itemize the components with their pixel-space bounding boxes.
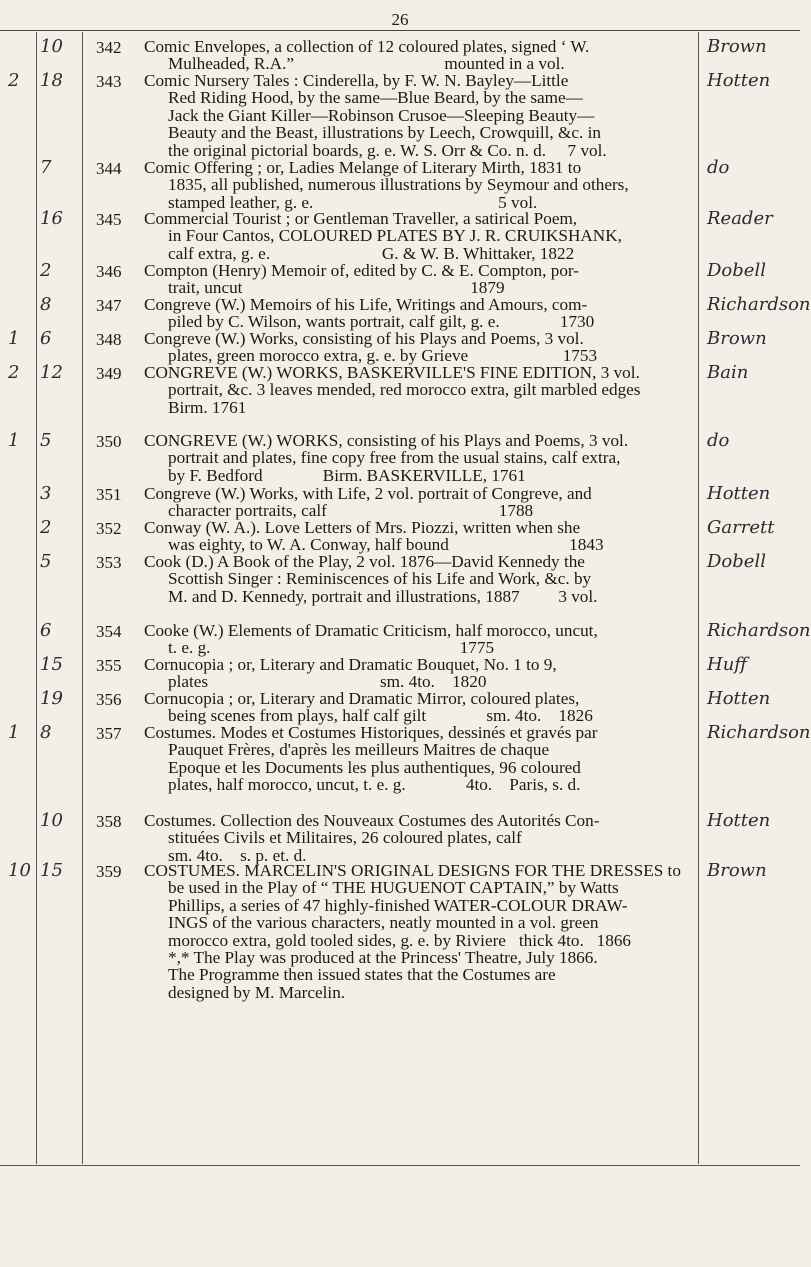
description-line: be used in the Play of “ THE HUGUENOT CAPTAIN,” by Watts bbox=[168, 878, 619, 898]
description-line: piled by C. Wilson, wants portrait, calf gilt, g. e. 1730 bbox=[168, 312, 595, 332]
price-shillings-handwritten: 8 bbox=[40, 294, 52, 315]
buyer-name-handwritten: Huff bbox=[707, 654, 748, 675]
buyer-name-handwritten: Richardson bbox=[707, 294, 811, 315]
description-line: Beauty and the Beast, illustrations by Leech, Crowquill, &c. in bbox=[168, 123, 601, 143]
lot-number: 349 bbox=[96, 364, 122, 383]
buyer-name-handwritten: Brown bbox=[707, 860, 767, 881]
description-line: the original pictorial boards, g. e. W. S. Orr & Co. n. d. 7 vol. bbox=[168, 140, 607, 160]
description-line: Costumes. Modes et Costumes Historiques, dessinés et gravés par bbox=[144, 723, 598, 742]
description-line: Comic Offering ; or, Ladies Melange of Literary Mirth, 1831 to bbox=[144, 158, 582, 177]
description-line: Epoque et les Documents les plus authentiques, 96 coloured bbox=[168, 757, 581, 777]
lot-description bbox=[144, 724, 698, 794]
price-pounds-handwritten: 2 bbox=[8, 362, 20, 383]
price-shillings-handwritten: 15 bbox=[40, 860, 63, 881]
description-line: The Programme then issued states that the Costumes are bbox=[168, 965, 556, 985]
lot-number: 358 bbox=[96, 812, 122, 831]
description-line: designed by M. Marcelin. bbox=[168, 982, 346, 1002]
price-shillings-handwritten: 6 bbox=[40, 620, 52, 641]
column-rule-shillings bbox=[82, 32, 83, 1164]
lot-number: 346 bbox=[96, 262, 122, 281]
description-line: Commercial Tourist ; or Gentleman Traveller, a satirical Poem, bbox=[144, 209, 578, 228]
buyer-name-handwritten: Richardson bbox=[707, 722, 811, 743]
description-line: INGS of the various characters, neatly mounted in a vol. green bbox=[168, 913, 599, 933]
price-shillings-handwritten: 8 bbox=[40, 722, 52, 743]
price-pounds-handwritten: 10 bbox=[8, 860, 31, 881]
description-line: stituées Civils et Militaires, 26 coloured plates, calf bbox=[168, 828, 522, 848]
description-line: Congreve (W.) Memoirs of his Life, Writings and Amours, com- bbox=[144, 295, 588, 314]
description-line: Compton (Henry) Memoir of, edited by C. & E. Compton, por- bbox=[144, 261, 580, 280]
lot-number: 348 bbox=[96, 330, 122, 349]
buyer-name-handwritten: Brown bbox=[707, 328, 767, 349]
bottom-rule bbox=[0, 1165, 800, 1166]
description-line: sm. 4to. s. p. et. d. bbox=[168, 845, 307, 865]
price-shillings-handwritten: 10 bbox=[40, 810, 63, 831]
buyer-name-handwritten: do bbox=[707, 157, 730, 178]
top-rule bbox=[0, 30, 800, 31]
price-shillings-handwritten: 5 bbox=[40, 551, 52, 572]
buyer-name-handwritten: Richardson bbox=[707, 620, 811, 641]
lot-number: 347 bbox=[96, 296, 122, 315]
lot-number: 353 bbox=[96, 553, 122, 572]
description-line: being scenes from plays, half calf gilt sm. 4to. 1826 bbox=[168, 706, 593, 726]
lot-description bbox=[144, 210, 698, 262]
column-rule-pounds bbox=[36, 32, 37, 1164]
price-shillings-handwritten: 2 bbox=[40, 260, 52, 281]
description-line: Cook (D.) A Book of the Play, 2 vol. 1876—David Kennedy the bbox=[144, 552, 585, 571]
description-line: *,* The Play was produced at the Princess' Theatre, July 1866. bbox=[168, 948, 598, 968]
description-line: M. and D. Kennedy, portrait and illustrations, 1887 3 vol. bbox=[168, 586, 598, 606]
lot-description bbox=[144, 330, 698, 365]
price-shillings-handwritten: 3 bbox=[40, 483, 52, 504]
lot-number: 355 bbox=[96, 656, 122, 675]
price-shillings-handwritten: 10 bbox=[40, 36, 63, 57]
description-line: Congreve (W.) Works, consisting of his Plays and Poems, 3 vol. bbox=[144, 329, 584, 348]
description-line: Mulheaded, R.A.” mounted in a vol. bbox=[168, 54, 565, 74]
lot-number: 345 bbox=[96, 210, 122, 229]
price-pounds-handwritten: 1 bbox=[8, 430, 20, 451]
description-line: calf extra, g. e. G. & W. B. Whittaker, 1822 bbox=[168, 243, 575, 263]
description-line: morocco extra, gold tooled sides, g. e. by Riviere thick 4to. 1866 bbox=[168, 930, 632, 950]
price-shillings-handwritten: 5 bbox=[40, 430, 52, 451]
description-line: Red Riding Hood, by the same—Blue Beard, by the same— bbox=[168, 88, 583, 108]
price-shillings-handwritten: 16 bbox=[40, 208, 63, 229]
buyer-name-handwritten: Hotten bbox=[707, 688, 771, 709]
description-line: 1835, all published, numerous illustrations by Seymour and others, bbox=[168, 175, 629, 195]
description-line: Pauquet Frères, d'après les meilleurs Maitres de chaque bbox=[168, 740, 550, 760]
description-line: COSTUMES. MARCELIN'S ORIGINAL DESIGNS FOR THE DRESSES to bbox=[144, 861, 681, 880]
page-number: 26 bbox=[391, 10, 409, 29]
description-line: plates, half morocco, uncut, t. e. g. 4to. Paris, s. d. bbox=[168, 775, 581, 795]
lot-description bbox=[144, 159, 698, 211]
description-line: Jack the Giant Killer—Robinson Crusoe—Sleeping Beauty— bbox=[168, 105, 595, 125]
buyer-name-handwritten: Hotten bbox=[707, 483, 771, 504]
price-shillings-handwritten: 15 bbox=[40, 654, 63, 675]
lot-description bbox=[144, 622, 698, 657]
buyer-name-handwritten: Bain bbox=[707, 362, 749, 383]
lot-number: 354 bbox=[96, 622, 122, 641]
lot-description bbox=[144, 812, 698, 864]
price-shillings-handwritten: 12 bbox=[40, 362, 63, 383]
description-line: Scottish Singer : Reminiscences of his Life and Work, &c. by bbox=[168, 569, 592, 589]
lot-description bbox=[144, 296, 698, 331]
description-line: Cooke (W.) Elements of Dramatic Criticism, half morocco, uncut, bbox=[144, 621, 598, 640]
lot-number: 343 bbox=[96, 72, 122, 91]
price-pounds-handwritten: 2 bbox=[8, 70, 20, 91]
lot-number: 357 bbox=[96, 724, 122, 743]
description-line: t. e. g. 1775 bbox=[168, 638, 495, 658]
description-line: Cornucopia ; or, Literary and Dramatic Bouquet, No. 1 to 9, bbox=[144, 655, 557, 674]
description-line: CONGREVE (W.) WORKS, BASKERVILLE'S FINE EDITION, 3 vol. bbox=[144, 363, 640, 382]
description-line: in Four Cantos, COLOURED PLATES BY J. R. CRUIKSHANK, bbox=[168, 226, 622, 246]
lot-description bbox=[144, 862, 698, 1001]
description-line: was eighty, to W. A. Conway, half bound 1843 bbox=[168, 535, 604, 555]
description-line: Cornucopia ; or, Literary and Dramatic Mirror, coloured plates, bbox=[144, 689, 580, 708]
lot-description bbox=[144, 38, 698, 73]
description-line: Comic Nursery Tales : Cinderella, by F. W. N. Bayley—Little bbox=[144, 71, 569, 90]
price-shillings-handwritten: 18 bbox=[40, 70, 63, 91]
lot-description bbox=[144, 485, 698, 520]
buyer-name-handwritten: Reader bbox=[707, 208, 773, 229]
buyer-name-handwritten: Brown bbox=[707, 36, 767, 57]
lot-number: 350 bbox=[96, 432, 122, 451]
buyer-name-handwritten: Garrett bbox=[707, 517, 775, 538]
lot-description bbox=[144, 432, 698, 484]
lot-description bbox=[144, 262, 698, 297]
price-shillings-handwritten: 2 bbox=[40, 517, 52, 538]
buyer-name-handwritten: Dobell bbox=[707, 551, 766, 572]
description-line: Birm. 1761 bbox=[168, 397, 247, 417]
description-line: plates, green morocco extra, g. e. by Grieve 1753 bbox=[168, 346, 598, 366]
lot-description bbox=[144, 690, 698, 725]
lot-number: 344 bbox=[96, 159, 122, 178]
description-line: portrait, &c. 3 leaves mended, red morocco extra, gilt marbled edges bbox=[168, 380, 641, 400]
lot-number: 356 bbox=[96, 690, 122, 709]
lot-number: 359 bbox=[96, 862, 122, 881]
lot-description bbox=[144, 553, 698, 605]
buyer-name-handwritten: Hotten bbox=[707, 810, 771, 831]
buyer-name-handwritten: Dobell bbox=[707, 260, 766, 281]
description-line: character portraits, calf 1788 bbox=[168, 501, 534, 521]
column-rule-buyer bbox=[698, 32, 699, 1164]
price-shillings-handwritten: 7 bbox=[40, 157, 52, 178]
description-line: portrait and plates, fine copy free from the usual stains, calf extra, bbox=[168, 448, 621, 468]
description-line: Conway (W. A.). Love Letters of Mrs. Piozzi, written when she bbox=[144, 518, 581, 537]
lot-number: 352 bbox=[96, 519, 122, 538]
description-line: by F. Bedford Birm. BASKERVILLE, 1761 bbox=[168, 465, 526, 485]
description-line: trait, uncut 1879 bbox=[168, 278, 505, 298]
buyer-name-handwritten: Hotten bbox=[707, 70, 771, 91]
description-line: Congreve (W.) Works, with Life, 2 vol. portrait of Congreve, and bbox=[144, 484, 592, 503]
description-line: CONGREVE (W.) WORKS, consisting of his Plays and Poems, 3 vol. bbox=[144, 431, 629, 450]
description-line: stamped leather, g. e. 5 vol. bbox=[168, 192, 538, 212]
buyer-name-handwritten: do bbox=[707, 430, 730, 451]
lot-description bbox=[144, 72, 698, 159]
description-line: Costumes. Collection des Nouveaux Costumes des Autorités Con- bbox=[144, 811, 600, 830]
lot-description bbox=[144, 656, 698, 691]
price-shillings-handwritten: 6 bbox=[40, 328, 52, 349]
lot-number: 351 bbox=[96, 485, 122, 504]
price-pounds-handwritten: 1 bbox=[8, 722, 20, 743]
price-pounds-handwritten: 1 bbox=[8, 328, 20, 349]
description-line: Comic Envelopes, a collection of 12 coloured plates, signed ‘ W. bbox=[144, 37, 590, 56]
lot-description bbox=[144, 519, 698, 554]
description-line: Phillips, a series of 47 highly-finished WATER-COLOUR DRAW- bbox=[168, 895, 628, 915]
lot-description bbox=[144, 364, 698, 416]
lot-number: 342 bbox=[96, 38, 122, 57]
description-line: plates sm. 4to. 1820 bbox=[168, 672, 487, 692]
price-shillings-handwritten: 19 bbox=[40, 688, 63, 709]
